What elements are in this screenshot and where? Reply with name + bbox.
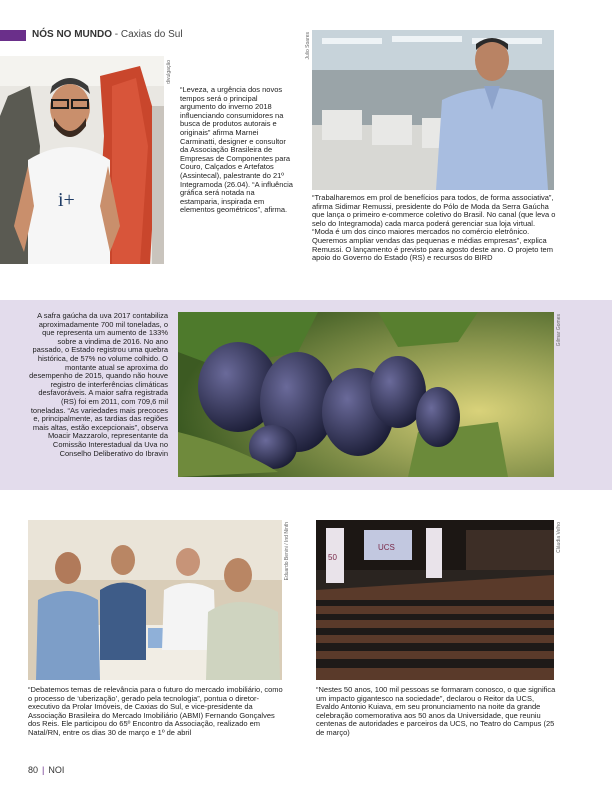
caption-grape-harvest: A safra gaúcha da uva 2017 contabiliza aproximadamente 700 mil toneladas, o que representa um aumento de 133% sobre a vindima de 2016. No ano passado, o Estado registrou uma quebra histórica, de 57% no volume colhido. O montante atual se aproxima do desempenho de 2015, quando não houve registro de interferências climáticas desfavoráveis. A maior safra registrada (RS) foi em 2011, com 709,6 mil toneladas. “As variedades mais precoces e, principalmente, as tardias das regiões mais altas, estão excepcionais”, observa Moacir Mazzarolo, representante da Comissão Interestadual da Uva no Conselho Deliberativo do Ibravin <box>29 311 168 458</box>
auditorium-photo <box>316 520 554 680</box>
section-subtitle: - Caxias do Sul <box>114 29 183 40</box>
caption-ecommerce: “Trabalharemos em prol de benefícios para todos, de forma associativa”, afirma Sidimar Remussi, presidente do Pólo de Moda da Serra Gaúcha que lança o primeiro e-commerce coletivo do Brasil. No canal (que leva o selo do Integramoda) cada marca poderá gerenciar sua loja virtual. “Moda é um dos cinco maiores mercados no comércio eletrônico. Queremos ampliar vendas das pequenas e médias empresas”, explica Remussi. O lançamento é previsto para agosto deste ano. O projeto tem apoio do Governo do Estado (RS) e recursos do BIRD <box>312 193 556 263</box>
designer-photo <box>0 56 164 264</box>
banner-label: 50 <box>328 553 337 562</box>
factory-photo <box>312 30 554 190</box>
photo-credit-5: Cláudia Velho <box>556 522 562 553</box>
magazine-name: NOI <box>48 765 65 775</box>
caption-real-estate: “Debatemos temas de relevância para o futuro do mercado imobiliário, como o processo de ‘uberização’, gerado pela tecnologia”, pontua o diretor-executivo da Prolar Imóveis, de Caxias do Sul, e vice-presidente da Associação Brasileira do Mercado Imobiliário (ABMI) Fernando Gonçalves dos Reis. Ele participou do 65º Encontro da Associação, realizado em Natal/RN, entre os dias 30 de março e 1º de abril <box>28 685 283 737</box>
shirt-logo: i+ <box>58 189 75 211</box>
photo-credit-3: Gilmar Gomes <box>556 314 562 347</box>
caption-ucs-anniversary: “Nestes 50 anos, 100 mil pessoas se formaram conosco, o que significa um impacto gigantesco na sociedade”, declarou o Reitor da UCS, Evaldo Antonio Kuiava, em seu pronunciamento na noite da grande celebração comemorativa aos 50 anos da Universidade, que reuniu centenas de autoridades e parceiros da UCS, no Teatro do Campus (25 de março) <box>316 685 556 737</box>
caption-designer: “Leveza, a urgência dos novos tempos será o principal argumento do inverno 2018 influenciando consumidores na busca de produtos autorais e originais” afirma Marnei Carminatti, designer e consultor da Associação Brasileira de Empresas de Componentes para Couro, Calçados e Artefatos (Assintecal), palestrante do 21º Integramoda (26.04). “A influência gráfica será notada na estamparia, inspirada em elementos geométricos”, afirma. <box>180 85 293 215</box>
meeting-photo <box>28 520 282 680</box>
page-number: 80 <box>28 765 39 775</box>
photo-credit-4: Eduardo Benini / Ind Ninth <box>284 522 290 581</box>
grapes-photo <box>178 312 554 477</box>
section-header <box>32 29 183 41</box>
section-title: NÓS NO MUNDO <box>32 29 112 40</box>
section-color-bar <box>0 30 26 41</box>
screen-label: UCS <box>378 543 395 552</box>
photo-credit-1: divulgação <box>166 60 172 84</box>
footer-separator: | <box>42 765 45 775</box>
photo-credit-2: Julio Soares <box>305 32 311 60</box>
page-footer <box>28 765 64 775</box>
